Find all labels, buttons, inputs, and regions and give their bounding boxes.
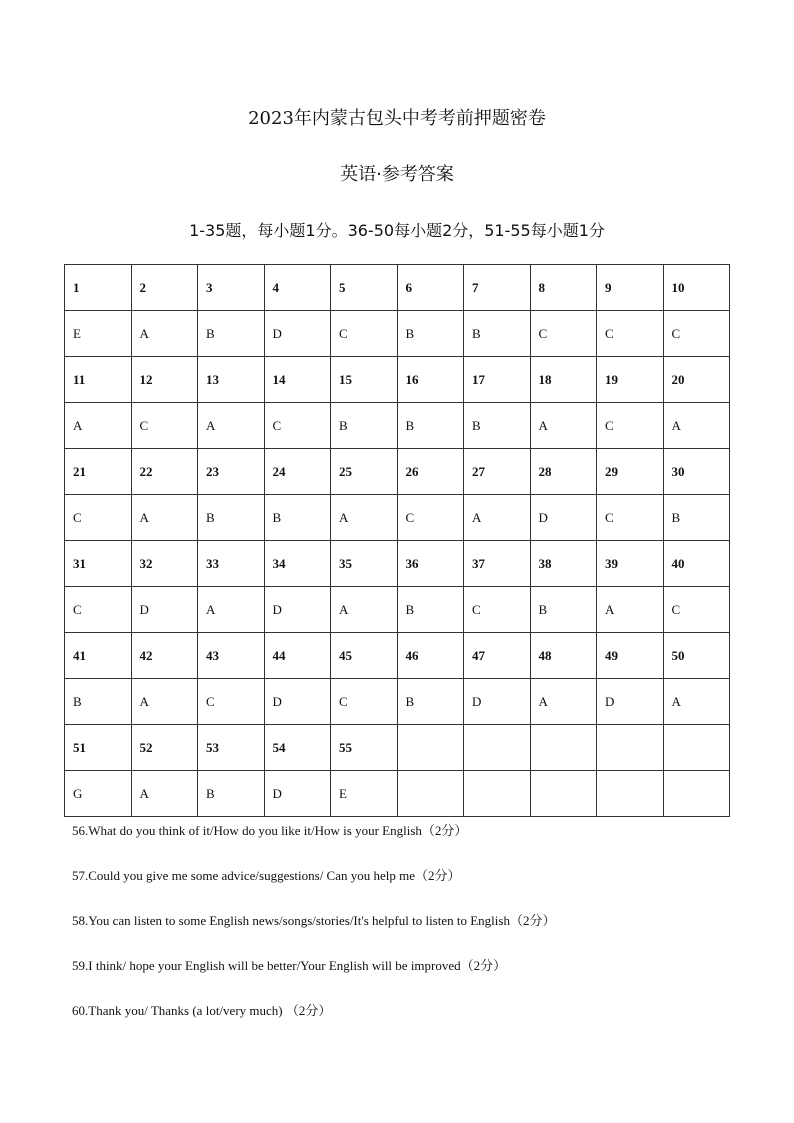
answer-row — [65, 495, 730, 541]
answer-cell: D — [530, 495, 597, 541]
question-number-cell: 12 — [131, 357, 198, 403]
answer-cell: B — [663, 495, 730, 541]
question-number-cell: 16 — [397, 357, 464, 403]
answer-cell: A — [663, 679, 730, 725]
question-number-cell: 40 — [663, 541, 730, 587]
question-number-cell: 35 — [331, 541, 398, 587]
answer-cell: E — [65, 311, 132, 357]
answer-57: 57.Could you give me some advice/suggestions/ Can you help me（2分） — [72, 868, 461, 883]
answer-row — [65, 679, 730, 725]
question-number-cell: 52 — [131, 725, 198, 771]
answer-cell: B — [397, 403, 464, 449]
answer-cell: A — [530, 403, 597, 449]
answer-cell — [597, 771, 664, 817]
question-number-cell — [397, 725, 464, 771]
answer-cell: C — [597, 495, 664, 541]
question-number-cell — [663, 725, 730, 771]
answer-cell: A — [464, 495, 531, 541]
question-number-cell: 17 — [464, 357, 531, 403]
answer-cell: B — [198, 771, 265, 817]
question-number-cell: 19 — [597, 357, 664, 403]
answer-cell: G — [65, 771, 132, 817]
question-number-cell: 44 — [264, 633, 331, 679]
answer-cell: C — [597, 311, 664, 357]
document-subtitle: 英语·参考答案 — [340, 164, 454, 185]
document-title: 2023年内蒙古包头中考考前押题密卷 — [248, 108, 546, 129]
answer-cell: A — [131, 495, 198, 541]
question-number-cell: 21 — [65, 449, 132, 495]
question-number-cell: 32 — [131, 541, 198, 587]
question-number-cell: 15 — [331, 357, 398, 403]
answer-row — [65, 771, 730, 817]
answer-cell — [464, 771, 531, 817]
answer-key-table — [64, 264, 730, 817]
question-number-row — [65, 633, 730, 679]
answer-cell: B — [198, 311, 265, 357]
question-number-cell: 39 — [597, 541, 664, 587]
answer-cell: B — [264, 495, 331, 541]
answer-cell: D — [264, 311, 331, 357]
question-number-cell: 28 — [530, 449, 597, 495]
question-number-cell — [597, 725, 664, 771]
answer-cell — [663, 771, 730, 817]
question-number-cell: 6 — [397, 265, 464, 311]
answer-60: 60.Thank you/ Thanks (a lot/very much) （2分） — [72, 1003, 332, 1018]
answer-row — [65, 403, 730, 449]
answer-cell: D — [264, 771, 331, 817]
question-number-cell: 47 — [464, 633, 531, 679]
question-number-cell: 5 — [331, 265, 398, 311]
question-number-cell: 9 — [597, 265, 664, 311]
question-number-row — [65, 541, 730, 587]
question-number-cell: 8 — [530, 265, 597, 311]
answer-58: 58.You can listen to some English news/songs/stories/It's helpful to listen to English（2分） — [72, 913, 556, 928]
answer-cell: C — [198, 679, 265, 725]
question-number-cell: 11 — [65, 357, 132, 403]
question-number-cell: 18 — [530, 357, 597, 403]
answer-cell: C — [65, 587, 132, 633]
question-number-cell: 31 — [65, 541, 132, 587]
question-number-cell: 27 — [464, 449, 531, 495]
question-number-cell: 43 — [198, 633, 265, 679]
question-number-cell: 37 — [464, 541, 531, 587]
question-number-row — [65, 449, 730, 495]
question-number-cell: 3 — [198, 265, 265, 311]
scoring-rules: 1-35题，每小题1分。36-50每小题2分，51-55每小题1分 — [189, 221, 605, 240]
answer-cell: E — [331, 771, 398, 817]
answer-cell: B — [397, 679, 464, 725]
question-number-cell: 7 — [464, 265, 531, 311]
question-number-cell: 25 — [331, 449, 398, 495]
answer-cell: C — [597, 403, 664, 449]
answer-cell: C — [530, 311, 597, 357]
answer-cell: C — [331, 679, 398, 725]
answer-cell: D — [264, 587, 331, 633]
question-number-cell: 29 — [597, 449, 664, 495]
question-number-cell: 48 — [530, 633, 597, 679]
answer-cell: A — [198, 587, 265, 633]
answer-cell: B — [397, 311, 464, 357]
answer-cell: A — [331, 587, 398, 633]
question-number-cell: 38 — [530, 541, 597, 587]
question-number-cell: 24 — [264, 449, 331, 495]
answer-cell: A — [331, 495, 398, 541]
question-number-cell: 22 — [131, 449, 198, 495]
answer-cell: A — [131, 311, 198, 357]
question-number-cell: 34 — [264, 541, 331, 587]
question-number-cell: 4 — [264, 265, 331, 311]
question-number-cell: 10 — [663, 265, 730, 311]
answer-cell: C — [264, 403, 331, 449]
question-number-cell: 45 — [331, 633, 398, 679]
question-number-cell: 23 — [198, 449, 265, 495]
answer-cell: C — [663, 587, 730, 633]
question-number-row — [65, 265, 730, 311]
answer-cell: B — [530, 587, 597, 633]
question-number-cell: 49 — [597, 633, 664, 679]
question-number-cell: 50 — [663, 633, 730, 679]
question-number-row — [65, 725, 730, 771]
answer-cell: B — [331, 403, 398, 449]
question-number-cell: 2 — [131, 265, 198, 311]
answer-cell: A — [65, 403, 132, 449]
question-number-row — [65, 357, 730, 403]
question-number-cell: 33 — [198, 541, 265, 587]
answer-cell: B — [397, 587, 464, 633]
answer-cell: A — [530, 679, 597, 725]
answer-59: 59.I think/ hope your English will be better/Your English will be improved（2分） — [72, 958, 507, 973]
answer-cell: A — [597, 587, 664, 633]
answer-cell — [397, 771, 464, 817]
answer-cell — [530, 771, 597, 817]
answer-cell: C — [663, 311, 730, 357]
question-number-cell — [530, 725, 597, 771]
answer-cell: C — [131, 403, 198, 449]
answer-cell: B — [198, 495, 265, 541]
question-number-cell — [464, 725, 531, 771]
question-number-cell: 51 — [65, 725, 132, 771]
answer-cell: D — [597, 679, 664, 725]
question-number-cell: 26 — [397, 449, 464, 495]
answer-cell: B — [65, 679, 132, 725]
answer-cell: C — [65, 495, 132, 541]
question-number-cell: 53 — [198, 725, 265, 771]
question-number-cell: 1 — [65, 265, 132, 311]
question-number-cell: 42 — [131, 633, 198, 679]
answer-cell: D — [131, 587, 198, 633]
answer-cell: A — [663, 403, 730, 449]
answer-56: 56.What do you think of it/How do you like it/How is your English（2分） — [72, 823, 468, 838]
question-number-cell: 13 — [198, 357, 265, 403]
question-number-cell: 46 — [397, 633, 464, 679]
answer-cell: B — [464, 311, 531, 357]
answer-cell: C — [331, 311, 398, 357]
answer-cell: A — [131, 679, 198, 725]
answer-cell: C — [464, 587, 531, 633]
answer-row — [65, 311, 730, 357]
written-answers — [72, 822, 772, 1047]
answer-cell: D — [264, 679, 331, 725]
question-number-cell: 20 — [663, 357, 730, 403]
answer-cell: C — [397, 495, 464, 541]
question-number-cell: 30 — [663, 449, 730, 495]
answer-cell: A — [198, 403, 265, 449]
answer-cell: A — [131, 771, 198, 817]
question-number-cell: 54 — [264, 725, 331, 771]
question-number-cell: 36 — [397, 541, 464, 587]
question-number-cell: 55 — [331, 725, 398, 771]
answer-cell: B — [464, 403, 531, 449]
answer-cell: D — [464, 679, 531, 725]
question-number-cell: 41 — [65, 633, 132, 679]
answer-row — [65, 587, 730, 633]
question-number-cell: 14 — [264, 357, 331, 403]
